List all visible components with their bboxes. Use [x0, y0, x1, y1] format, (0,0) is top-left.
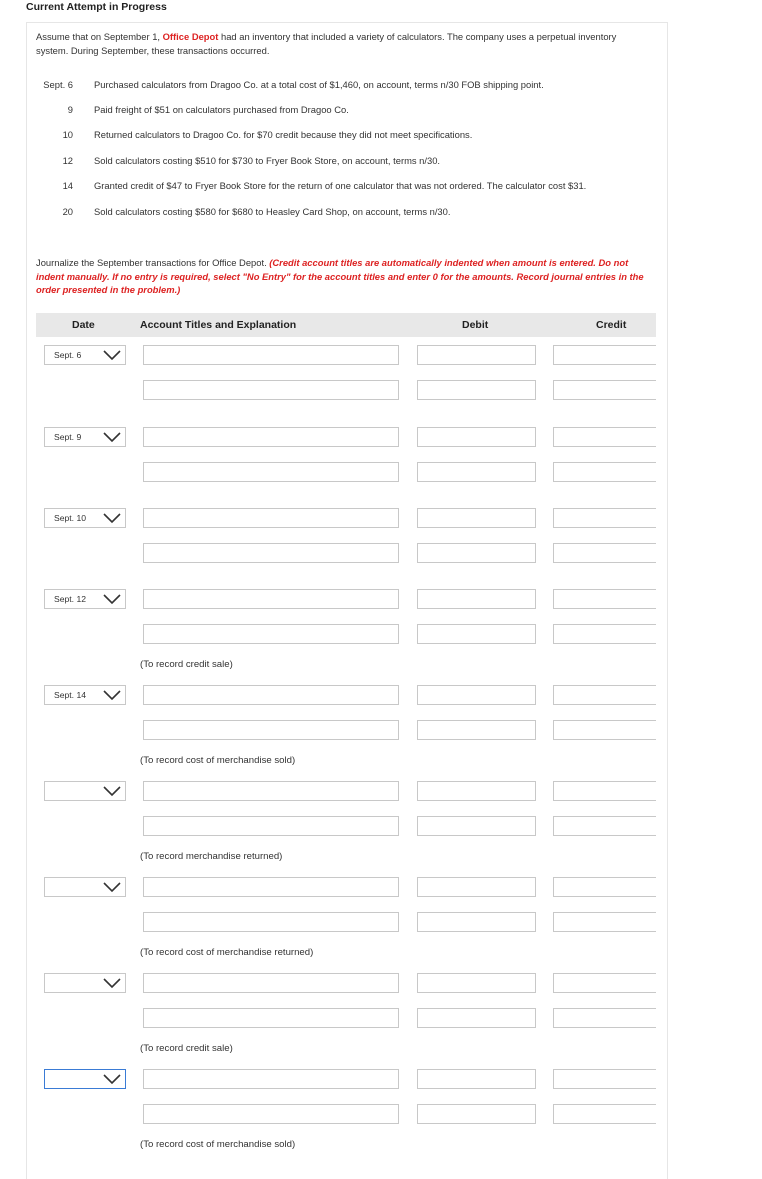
entry-explanation: (To record credit sale) [140, 1043, 233, 1054]
debit-input[interactable] [417, 345, 536, 365]
date-select[interactable] [44, 1069, 126, 1089]
date-select[interactable] [44, 781, 126, 801]
debit-input[interactable] [417, 781, 536, 801]
date-select-value: Sept. 12 [54, 594, 87, 604]
date-select-value: Sept. 9 [54, 432, 82, 442]
credit-input[interactable] [553, 543, 656, 563]
credit-input[interactable] [553, 462, 656, 482]
chevron-down-icon [102, 977, 122, 989]
debit-column-header: Debit [462, 319, 489, 331]
account-title-input[interactable] [143, 589, 399, 609]
date-select[interactable] [44, 345, 126, 365]
debit-input[interactable] [417, 589, 536, 609]
account-title-input[interactable] [143, 816, 399, 836]
credit-input[interactable] [553, 781, 656, 801]
problem-intro [36, 30, 646, 58]
account-title-input[interactable] [143, 912, 399, 932]
debit-input[interactable] [417, 973, 536, 993]
chevron-down-icon [102, 431, 122, 443]
account-title-input[interactable] [143, 345, 399, 365]
journal-table-header [36, 313, 656, 337]
debit-input[interactable] [417, 877, 536, 897]
chevron-down-icon [102, 881, 122, 893]
credit-input[interactable] [553, 912, 656, 932]
date-select-value: Sept. 10 [54, 513, 87, 523]
account-title-input[interactable] [143, 380, 399, 400]
account-title-input[interactable] [143, 624, 399, 644]
date-select[interactable] [44, 427, 126, 447]
account-title-input[interactable] [143, 427, 399, 447]
chevron-down-icon [102, 349, 122, 361]
account-title-input[interactable] [143, 781, 399, 801]
credit-input[interactable] [553, 589, 656, 609]
account-title-input[interactable] [143, 877, 399, 897]
debit-input[interactable] [417, 1069, 536, 1089]
transaction-date: 10 [62, 129, 73, 140]
debit-input[interactable] [417, 720, 536, 740]
date-select[interactable] [44, 508, 126, 528]
debit-input[interactable] [417, 816, 536, 836]
account-title-input[interactable] [143, 685, 399, 705]
transaction-text: Sold calculators costing $580 for $680 to Heasley Card Shop, on account, terms n/30. [94, 206, 451, 217]
intro-text: Assume that on September 1, [36, 31, 163, 42]
entry-explanation: (To record cost of merchandise returned) [140, 947, 314, 958]
transaction-date: 20 [62, 206, 73, 217]
intro-text-rest: had an inventory that included a variety of calculators. The company uses a perpetual inventory system. During September, these transactions occurred. [36, 31, 617, 56]
debit-input[interactable] [417, 624, 536, 644]
credit-input[interactable] [553, 685, 656, 705]
debit-input[interactable] [417, 912, 536, 932]
debit-input[interactable] [417, 380, 536, 400]
account-title-input[interactable] [143, 462, 399, 482]
date-select[interactable] [44, 973, 126, 993]
credit-input[interactable] [553, 345, 656, 365]
account-title-input[interactable] [143, 973, 399, 993]
credit-input[interactable] [553, 1104, 656, 1124]
transaction-text: Paid freight of $51 on calculators purchased from Dragoo Co. [94, 104, 349, 115]
entry-explanation: (To record cost of merchandise sold) [140, 1139, 296, 1150]
credit-input[interactable] [553, 1069, 656, 1089]
debit-input[interactable] [417, 427, 536, 447]
transaction-text: Purchased calculators from Dragoo Co. at a total cost of $1,460, on account, terms n/30 FOB shipping point. [94, 79, 544, 90]
chevron-down-icon [102, 593, 122, 605]
credit-input[interactable] [553, 816, 656, 836]
debit-input[interactable] [417, 508, 536, 528]
chevron-down-icon [102, 689, 122, 701]
account-title-input[interactable] [143, 543, 399, 563]
transaction-text: Sold calculators costing $510 for $730 to Fryer Book Store, on account, terms n/30. [94, 155, 441, 166]
credit-input[interactable] [553, 973, 656, 993]
credit-input[interactable] [553, 427, 656, 447]
company-name: Office Depot [162, 31, 219, 42]
date-select[interactable] [44, 877, 126, 897]
date-select-value: Sept. 6 [54, 350, 82, 360]
account-title-input[interactable] [143, 508, 399, 528]
account-title-input[interactable] [143, 1008, 399, 1028]
debit-input[interactable] [417, 543, 536, 563]
credit-input[interactable] [553, 508, 656, 528]
chevron-down-icon [102, 785, 122, 797]
account-column-header: Account Titles and Explanation [140, 319, 297, 331]
entry-explanation: (To record merchandise returned) [140, 851, 283, 862]
instructions [36, 256, 652, 297]
credit-input[interactable] [553, 380, 656, 400]
transaction-text: Granted credit of $47 to Fryer Book Store for the return of one calculator that was not ordered. The calculator cost $31. [94, 180, 587, 191]
transaction-date: 14 [62, 180, 73, 191]
credit-input[interactable] [553, 1008, 656, 1028]
credit-column-header: Credit [596, 319, 627, 331]
chevron-down-icon [102, 512, 122, 524]
transaction-date: 9 [67, 104, 73, 115]
date-select-value: Sept. 14 [54, 690, 87, 700]
instruction-note: (Credit account titles are automatically indented when amount is entered. Do not indent manually. If no entry is required, select "No Entry" for the account titles and enter 0 for the amounts. Record journal entries in the order presented in the problem.) [36, 257, 644, 295]
account-title-input[interactable] [143, 1104, 399, 1124]
debit-input[interactable] [417, 1008, 536, 1028]
account-title-input[interactable] [143, 1069, 399, 1089]
transaction-date: Sept. 6 [43, 79, 73, 90]
debit-input[interactable] [417, 1104, 536, 1124]
entry-explanation: (To record credit sale) [140, 659, 233, 670]
entry-explanation: (To record cost of merchandise sold) [140, 755, 296, 766]
page-title: Current Attempt in Progress [26, 1, 167, 13]
transaction-date: 12 [62, 155, 73, 166]
credit-input[interactable] [553, 877, 656, 897]
debit-input[interactable] [417, 462, 536, 482]
account-title-input[interactable] [143, 720, 399, 740]
date-column-header: Date [72, 319, 95, 331]
instruction-text: Journalize the September transactions for Office Depot. [36, 257, 270, 268]
date-select[interactable] [44, 685, 126, 705]
chevron-down-icon [102, 1073, 122, 1085]
credit-input[interactable] [553, 624, 656, 644]
transaction-text: Returned calculators to Dragoo Co. for $70 credit because they did not meet specifications. [94, 129, 473, 140]
date-select[interactable] [44, 589, 126, 609]
credit-input[interactable] [553, 720, 656, 740]
debit-input[interactable] [417, 685, 536, 705]
